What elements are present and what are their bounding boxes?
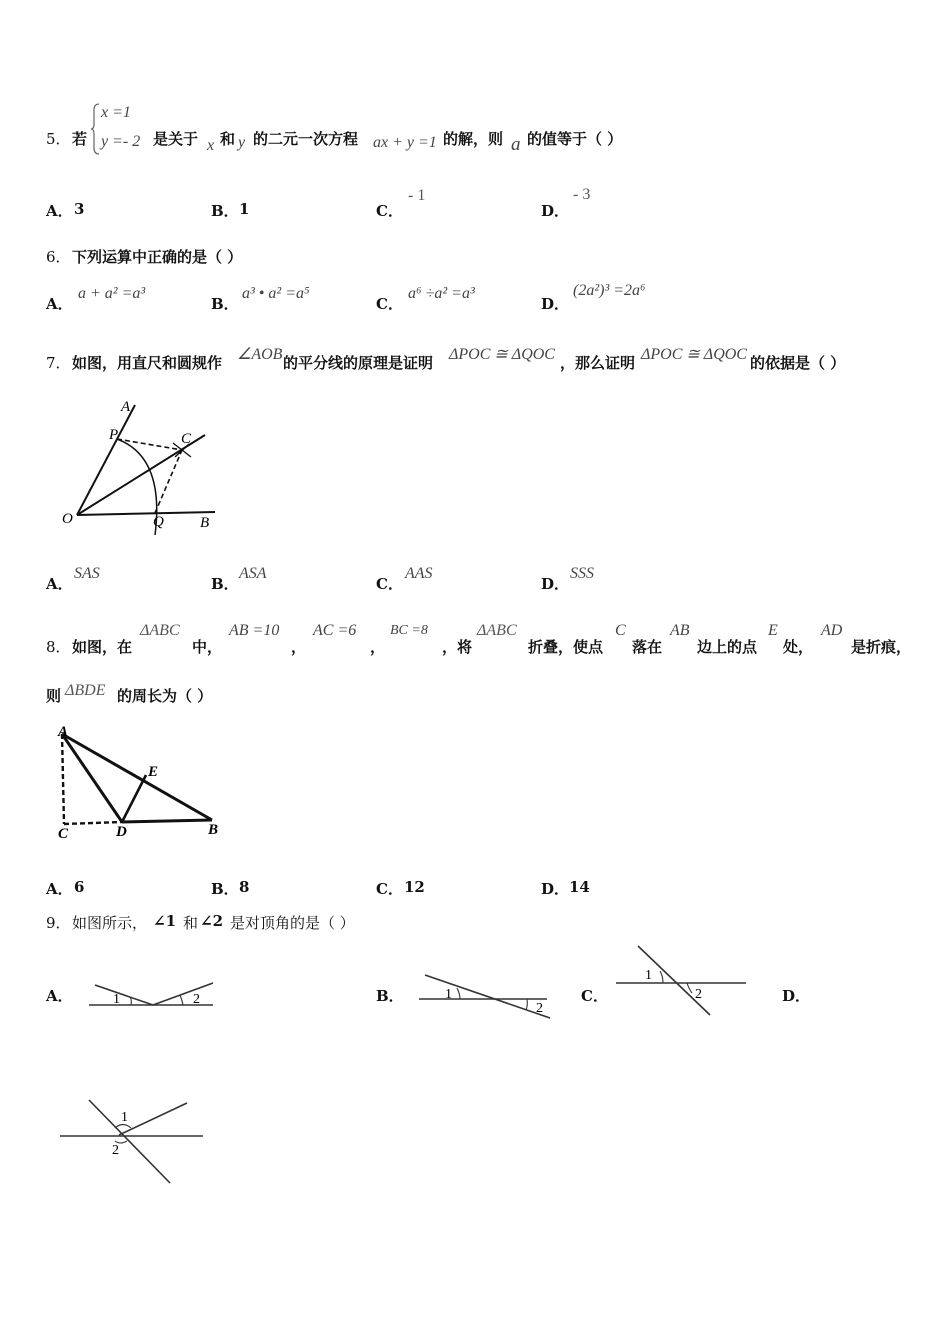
q8-line2-lead: 则 — [46, 687, 62, 705]
q7-text4: 的依据是（ ） — [750, 354, 846, 372]
q5-var-a: a — [511, 134, 521, 155]
q9-text1: 如图所示， — [72, 914, 148, 932]
q6-option-a-label[interactable]: A． — [46, 295, 73, 313]
angle-label-2: 2 — [193, 992, 200, 1007]
q5-option-c-label[interactable]: C． — [376, 202, 403, 220]
q7-option-b-label[interactable]: B． — [211, 575, 239, 593]
q5-var-y: y — [238, 134, 246, 151]
q8-option-d-label[interactable]: D． — [541, 880, 570, 898]
q9-text2: 和 — [183, 914, 199, 932]
q8-ab-length: AB =10 — [229, 622, 280, 639]
q5-lead: 若 — [72, 130, 88, 148]
label-p: P — [109, 427, 119, 443]
q5-option-d-value: - 3 — [573, 186, 591, 203]
q8-triangle-abc-2: ΔABC — [477, 622, 517, 639]
q8-line2-tail: 的周长为（ ） — [117, 687, 213, 705]
q9-option-b-figure — [415, 968, 560, 1023]
fold-ad — [62, 734, 122, 822]
q5-option-c-value: - 1 — [408, 187, 426, 204]
angle-label-2: 2 — [695, 987, 702, 1002]
q6-option-d-label[interactable]: D． — [541, 295, 570, 313]
q6-option-d-value: (2a²)³ =2a⁶ — [573, 282, 646, 299]
q8-text5: 落在 — [632, 638, 663, 656]
q8-bc-length: BC =8 — [390, 623, 428, 638]
q5-option-d-label[interactable]: D． — [541, 202, 570, 220]
angle-label-1: 1 — [113, 992, 120, 1007]
q5-option-a-value: 3 — [74, 200, 85, 218]
q5-text3: 的二元一次方程 — [253, 130, 359, 148]
q5-text2: 和 — [220, 130, 236, 148]
q7-text3: ，那么证明 — [560, 354, 636, 372]
q8-text7: 处， — [783, 638, 814, 656]
q6-number: 6． — [46, 248, 71, 266]
q9-option-b-label[interactable]: B． — [376, 987, 404, 1005]
q9-option-d-figure — [57, 1095, 207, 1190]
label-c: C — [58, 826, 69, 842]
q8-option-d-value: 14 — [569, 878, 590, 896]
label-e: E — [148, 764, 159, 780]
q8-segment-ad: AD — [821, 622, 843, 639]
q9-option-a-label[interactable]: A． — [46, 987, 73, 1005]
q9-angle-1: ∠1 — [153, 912, 177, 930]
q7-number: 7． — [46, 354, 71, 372]
q9-text3: 是对顶角的是（ ） — [230, 914, 355, 932]
q7-congruence-1: ΔPOC ≅ ΔQOC — [449, 346, 555, 363]
q8-point-c: C — [615, 622, 626, 639]
q8-option-b-value: 8 — [239, 878, 250, 896]
label-a: A — [121, 399, 131, 415]
q6-option-c-label[interactable]: C． — [376, 295, 403, 313]
q5-number: 5． — [46, 130, 71, 148]
q8-option-c-value: 12 — [404, 878, 425, 896]
q7-option-c-label[interactable]: C． — [376, 575, 403, 593]
q6-text: 下列运算中正确的是（ ） — [72, 248, 243, 266]
q8-text6: 边上的点 — [697, 638, 758, 656]
label-d: D — [116, 824, 127, 840]
q8-number: 8． — [46, 638, 71, 656]
angle-label-1: 1 — [445, 987, 452, 1002]
ray-ob — [77, 512, 215, 515]
segment-db — [122, 820, 212, 822]
q8-text8: 是折痕， — [851, 638, 912, 656]
q7-text2: 的平分线的原理是证明 — [283, 354, 434, 372]
q7-text1: 如图，用直尺和圆规作 — [72, 354, 223, 372]
q5-system-line1: x =1 — [101, 104, 131, 121]
label-q: Q — [153, 514, 164, 530]
angle-label-2: 2 — [112, 1143, 119, 1158]
q8-text1: 如图，在 — [72, 638, 133, 656]
label-b: B — [208, 822, 219, 838]
q8-option-b-label[interactable]: B． — [211, 880, 239, 898]
label-o: O — [62, 511, 73, 527]
q8-figure-folded-triangle — [50, 722, 230, 842]
q6-option-b-value: a³ • a² =a⁵ — [242, 285, 310, 302]
segment-pc — [117, 439, 182, 450]
angle-label-1: 1 — [121, 1110, 128, 1125]
q9-option-d-label[interactable]: D． — [782, 987, 811, 1005]
label-a: A — [58, 724, 69, 740]
q7-option-b-value: ASA — [239, 565, 267, 582]
q5-var-x: x — [207, 137, 215, 154]
q7-option-c-value: AAS — [405, 565, 433, 582]
side-ac-dashed — [62, 734, 64, 824]
q5-text5: 的值等于（ ） — [527, 130, 623, 148]
q8-segment-ab: AB — [670, 622, 690, 639]
q8-text3: ，将 — [442, 638, 473, 656]
q8-option-a-value: 6 — [74, 878, 85, 896]
angle-label-2: 2 — [536, 1001, 543, 1016]
segment-cd-dashed — [64, 822, 122, 824]
q5-text1: 是关于 — [153, 130, 199, 148]
q8-option-a-label[interactable]: A． — [46, 880, 73, 898]
q9-option-a-figure — [85, 975, 220, 1015]
q8-text2: 中， — [192, 638, 223, 656]
q7-option-a-label[interactable]: A． — [46, 575, 73, 593]
angle-label-1: 1 — [645, 968, 652, 983]
q7-option-a-value: SAS — [74, 565, 100, 582]
q6-option-c-value: a⁶ ÷a² =a³ — [408, 285, 475, 302]
q7-figure-angle-bisector — [55, 395, 225, 535]
q7-angle: ∠AOB — [237, 346, 283, 363]
segment-de — [122, 775, 146, 822]
q8-triangle-abc: ΔABC — [140, 622, 180, 639]
q5-option-b-value: 1 — [239, 200, 250, 218]
q7-option-d-label[interactable]: D． — [541, 575, 570, 593]
q7-option-d-value: SSS — [570, 565, 594, 582]
q8-point-e: E — [768, 622, 778, 639]
q5-system-line2: y =- 2 — [101, 133, 141, 150]
segment-qc — [155, 450, 182, 513]
q9-option-c-label[interactable]: C． — [581, 987, 608, 1005]
side-ab — [62, 734, 212, 820]
label-b: B — [200, 515, 210, 531]
q5-option-b-label[interactable]: B． — [211, 202, 239, 220]
q6-option-a-value: a + a² =a³ — [78, 285, 146, 302]
q8-ac-length: AC =6 — [313, 622, 357, 639]
q5-equation: ax + y =1 — [373, 134, 437, 151]
q9-angle-2: ∠2 — [200, 912, 224, 930]
q7-congruence-2: ΔPOC ≅ ΔQOC — [641, 346, 747, 363]
q8-triangle-bde: ΔBDE — [65, 682, 106, 699]
q8-comma2: ， — [370, 638, 386, 656]
q8-comma1: ， — [291, 638, 307, 656]
q5-option-a-label[interactable]: A． — [46, 202, 73, 220]
ray-oa — [77, 405, 135, 515]
q9-number: 9． — [46, 914, 71, 932]
label-c: C — [181, 431, 192, 447]
q9-option-c-figure — [613, 943, 753, 1018]
q8-option-c-label[interactable]: C． — [376, 880, 403, 898]
q6-option-b-label[interactable]: B． — [211, 295, 239, 313]
q5-text4: 的解，则 — [443, 130, 504, 148]
q8-text4: 折叠，使点 — [528, 638, 604, 656]
